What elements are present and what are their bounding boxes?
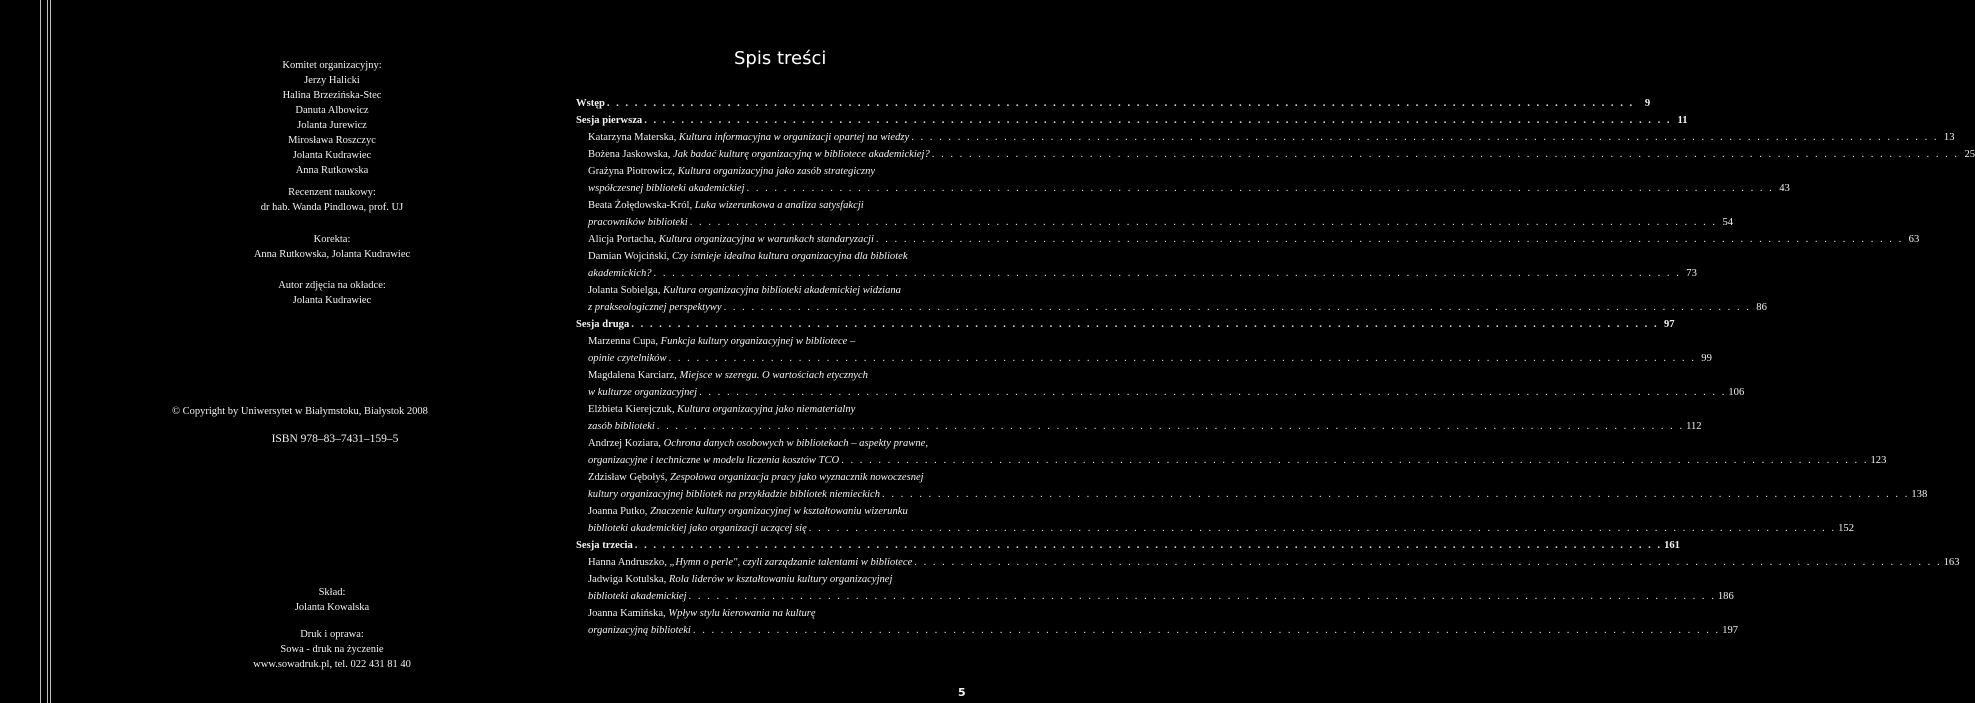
toc-article-title: z prakseologicznej perspektywy	[588, 302, 722, 313]
proofreading-block	[222, 232, 442, 262]
toc-article-title: Kultura organizacyjna w warunkach standaryzacji	[658, 234, 874, 245]
toc-section-row	[576, 319, 1675, 336]
toc-entry-text	[588, 421, 655, 432]
toc-entry-row	[576, 353, 1712, 370]
toc-article-title: biblioteki akademickiej	[588, 591, 687, 602]
toc-entry-row	[576, 302, 1767, 319]
toc-entry-text	[588, 166, 875, 177]
toc-page-number: 13	[1943, 132, 1955, 143]
toc-leader-dots	[631, 319, 1658, 330]
toc-article-title: organizacyjne i techniczne w modelu liczenia kosztów TCO	[588, 455, 840, 466]
photo-credit-heading: Autor zdjęcia na okładce:	[278, 280, 386, 291]
toc-section-title: Sesja druga	[576, 319, 630, 330]
toc-page-number: 97	[1664, 319, 1675, 330]
toc-entry-row	[576, 591, 1734, 608]
toc-author: Jolanta Sobielga,	[588, 285, 664, 296]
proofreading-names: Anna Rutkowska, Jolanta Kudrawiec	[253, 249, 411, 260]
toc-section-row	[576, 115, 1688, 132]
toc-article-title: Miejsce w szeregu. O wartościach etycznych	[679, 370, 868, 381]
reviewer-heading: Recenzent naukowy:	[288, 187, 376, 198]
committee-member: Mirosława Roszczyc	[288, 135, 376, 146]
toc-entry-row	[576, 285, 968, 302]
toc-entry-text	[588, 455, 839, 466]
toc-page-number: 161	[1664, 540, 1680, 551]
toc-article-title: Kultura informacyjna w organizacji opartej na wiedzy	[678, 132, 910, 143]
isbn-line: ISBN 978–83–7431–159–5	[271, 433, 399, 445]
toc-entry-row	[576, 472, 968, 489]
toc-article-title: „Hymn o perle", czyli zarządzanie talentami w bibliotece	[669, 557, 913, 568]
toc-article-title: Ochrona danych osobowych w bibliotekach – aspekty prawne,	[663, 438, 928, 449]
reviewer-block	[222, 185, 442, 215]
toc-page-number: 197	[1722, 625, 1739, 636]
toc-entry-row	[576, 200, 968, 217]
toc-author: Hanna Andruszko,	[588, 557, 670, 568]
toc-page-number: 11	[1677, 115, 1688, 126]
toc-entry-text	[588, 387, 697, 398]
toc-page-number: 63	[1908, 234, 1920, 245]
toc-leader-dots	[607, 98, 1634, 109]
toc-page-number: 25	[1964, 149, 1975, 160]
toc-entry-text	[588, 574, 892, 585]
committee-member: Jerzy Halicki	[304, 75, 360, 86]
toc-article-title: w kulturze organizacyjnej	[588, 387, 698, 398]
toc-entry-text	[588, 149, 930, 160]
toc-entry-text	[588, 625, 691, 636]
toc-entry-row	[576, 336, 968, 353]
toc-page-number: 138	[1911, 489, 1928, 500]
toc-author: Elżbieta Kierejczuk,	[588, 404, 678, 415]
reviewer-name: dr hab. Wanda Pindlowa, prof. UJ	[260, 202, 404, 213]
toc-page-number: 152	[1838, 523, 1854, 534]
toc-article-title: Zespołowa organizacja pracy jako wyznacznik nowoczesnej	[670, 472, 924, 483]
typesetting-block	[222, 585, 442, 615]
toc-page-number: 106	[1728, 387, 1745, 398]
toc-entry-text	[588, 183, 745, 194]
toc-leader-dots	[911, 132, 1938, 143]
toc-article-title: opinie czytelników	[588, 353, 667, 364]
toc-author: Alicja Portacha,	[588, 234, 659, 245]
toc-entry-text	[588, 268, 652, 279]
typesetting-heading: Skład:	[318, 587, 346, 598]
toc-entry-text	[588, 557, 912, 568]
toc-entry-row	[576, 217, 1734, 234]
toc-author: Katarzyna Materska,	[588, 132, 679, 143]
toc-entry-row	[576, 166, 968, 183]
toc-leader-dots	[724, 302, 1751, 313]
committee-heading: Komitet organizacyjny:	[282, 60, 382, 71]
committee-member: Danuta Albowicz	[295, 105, 369, 116]
toc-entry-text	[588, 217, 688, 228]
toc-leader-dots	[689, 591, 1716, 602]
toc-article-title: Luka wizerunkowa a analiza satysfakcji	[694, 200, 864, 211]
toc-leader-dots	[841, 455, 1868, 466]
toc-entry-text	[588, 438, 928, 449]
toc-article-title: Wpływ stylu kierowania na kulturę	[668, 608, 816, 619]
toc-entry-text	[588, 404, 855, 415]
toc-author: Damian Wojciński,	[588, 251, 672, 262]
toc-page-number: 112	[1686, 421, 1702, 432]
toc-entry-text	[588, 472, 924, 483]
toc-entry-text	[588, 489, 880, 500]
binding-line-1	[40, 0, 41, 703]
printing-name: Sowa - druk na życzenie	[280, 644, 384, 655]
toc-entry-text	[588, 506, 908, 517]
toc-entry-text	[576, 540, 633, 551]
binding-line-3	[50, 0, 51, 703]
toc-page-number: 99	[1701, 353, 1712, 364]
toc-section-title: Sesja pierwsza	[576, 115, 643, 126]
toc-entry-text	[588, 336, 855, 347]
toc-author: Jadwiga Kotulska,	[588, 574, 669, 585]
toc-entry-text	[588, 370, 868, 381]
toc-section-row	[576, 540, 1680, 557]
toc-entry-row	[576, 574, 968, 591]
table-of-contents	[576, 98, 1975, 642]
toc-page-number: 54	[1722, 217, 1734, 228]
toc-entry-row	[576, 421, 1702, 438]
toc-leader-dots	[669, 353, 1696, 364]
toc-entry-row	[576, 625, 1739, 642]
toc-section-title: Sesja trzecia	[576, 540, 633, 551]
toc-page-number: 163	[1943, 557, 1960, 568]
photo-credit-block	[222, 278, 442, 308]
toc-entry-row	[576, 268, 1697, 285]
toc-entry-row	[576, 234, 1920, 251]
toc-leader-dots	[657, 421, 1684, 432]
toc-entry-row	[576, 404, 968, 421]
toc-entry-text	[576, 319, 629, 330]
toc-author: Beata Żołędowska-Król,	[588, 200, 695, 211]
toc-entry-text	[588, 302, 722, 313]
toc-section-row	[576, 98, 1651, 115]
toc-page-number: 123	[1870, 455, 1887, 466]
toc-article-title: Jak badać kulturę organizacyjną w bibliotece akademickiej?	[673, 149, 930, 160]
toc-entry-row	[576, 455, 1887, 472]
typesetting-name: Jolanta Kowalska	[294, 602, 370, 613]
toc-entry-text	[576, 115, 642, 126]
toc-article-title: Znaczenie kultury organizacyjnej w kształtowaniu wizerunku	[650, 506, 908, 517]
toc-entry-text	[588, 591, 687, 602]
toc-entry-row	[576, 523, 1854, 540]
printing-contact: www.sowadruk.pl, tel. 022 431 81 40	[253, 659, 411, 670]
toc-leader-dots	[635, 540, 1662, 551]
toc-page-number: 9	[1644, 98, 1651, 109]
toc-entry-text	[588, 608, 816, 619]
toc-section-title: Wstęp	[576, 98, 605, 109]
toc-author: Joanna Putko,	[588, 506, 651, 517]
toc-article-title: pracowników biblioteki	[588, 217, 688, 228]
toc-entry-row	[576, 183, 1790, 200]
toc-author: Joanna Kamińska,	[588, 608, 669, 619]
toc-entry-text	[576, 98, 605, 109]
toc-author: Zdzisław Gębołyś,	[588, 472, 671, 483]
committee-block	[222, 58, 442, 178]
toc-title: Spis treści	[734, 48, 827, 69]
toc-leader-dots	[914, 557, 1941, 568]
toc-entry-row	[576, 489, 1928, 506]
committee-member: Jolanta Jurewicz	[297, 120, 367, 131]
printing-block	[222, 627, 442, 672]
binding-line-2	[47, 0, 48, 703]
committee-member: Jolanta Kudrawiec	[292, 150, 372, 161]
toc-article-title: Kultura organizacyjna jako zasób strategiczny	[677, 166, 876, 177]
toc-article-title: Funkcja kultury organizacyjnej w bibliotece –	[660, 336, 856, 347]
toc-entry-text	[588, 523, 807, 534]
toc-entry-row	[576, 608, 968, 625]
toc-entry-row	[576, 387, 1745, 404]
toc-leader-dots	[690, 217, 1717, 228]
proofreading-heading: Korekta:	[313, 234, 351, 245]
toc-article-title: Kultura organizacyjna biblioteki akademickiej widziana	[663, 285, 901, 296]
toc-author: Grażyna Piotrowicz,	[588, 166, 678, 177]
toc-leader-dots	[809, 523, 1836, 534]
toc-article-title: kultury organizacyjnej bibliotek na przykładzie bibliotek niemieckich	[588, 489, 881, 500]
toc-page-number: 73	[1686, 268, 1697, 279]
toc-entry-row	[576, 370, 968, 387]
toc-entry-text	[588, 285, 901, 296]
toc-entry-row	[576, 506, 968, 523]
toc-article-title: zasób biblioteki	[588, 421, 655, 432]
toc-entry-text	[588, 200, 864, 211]
toc-author: Magdalena Karciarz,	[588, 370, 680, 381]
committee-member: Halina Brzezińska-Stec	[282, 90, 382, 101]
toc-entry-row	[576, 149, 1975, 166]
toc-author: Andrzej Koziara,	[588, 438, 664, 449]
toc-article-title: Czy istnieje idealna kultura organizacyjna dla bibliotek	[671, 251, 908, 262]
toc-entry-row	[576, 251, 968, 268]
toc-entry-row	[576, 132, 1955, 149]
toc-leader-dots	[747, 183, 1774, 194]
toc-author: Marzenna Cupa,	[588, 336, 661, 347]
printing-heading: Druk i oprawa:	[300, 629, 364, 640]
toc-page-number: 43	[1779, 183, 1790, 194]
toc-entry-text	[588, 251, 908, 262]
toc-leader-dots	[699, 387, 1726, 398]
toc-article-title: akademickich?	[588, 268, 652, 279]
toc-article-title: współczesnej biblioteki akademickiej	[588, 183, 745, 194]
toc-author: Bożena Jaskowska,	[588, 149, 674, 160]
toc-page-number: 86	[1756, 302, 1767, 313]
toc-entry-text	[588, 234, 874, 245]
committee-member: Anna Rutkowska	[295, 165, 369, 176]
toc-leader-dots	[876, 234, 1903, 245]
toc-entry-row	[576, 557, 1960, 574]
toc-leader-dots	[693, 625, 1720, 636]
toc-page-number: 186	[1717, 591, 1734, 602]
toc-leader-dots	[932, 149, 1959, 160]
copyright-line: © Copyright by Uniwersytet w Białymstoku, Białystok 2008	[172, 406, 428, 417]
photo-credit-name: Jolanta Kudrawiec	[292, 295, 372, 306]
toc-article-title: biblioteki akademickiej jako organizacji uczącej się	[588, 523, 807, 534]
toc-article-title: Kultura organizacyjna jako niematerialny	[677, 404, 856, 415]
toc-article-title: organizacyjną biblioteki	[588, 625, 691, 636]
toc-leader-dots	[644, 115, 1671, 126]
toc-entry-text	[588, 132, 909, 143]
page-number: 5	[958, 686, 966, 699]
toc-article-title: Rola liderów w kształtowaniu kultury organizacyjnej	[668, 574, 893, 585]
toc-leader-dots	[882, 489, 1909, 500]
toc-entry-text	[588, 353, 667, 364]
toc-entry-row	[576, 438, 968, 455]
toc-leader-dots	[654, 268, 1681, 279]
